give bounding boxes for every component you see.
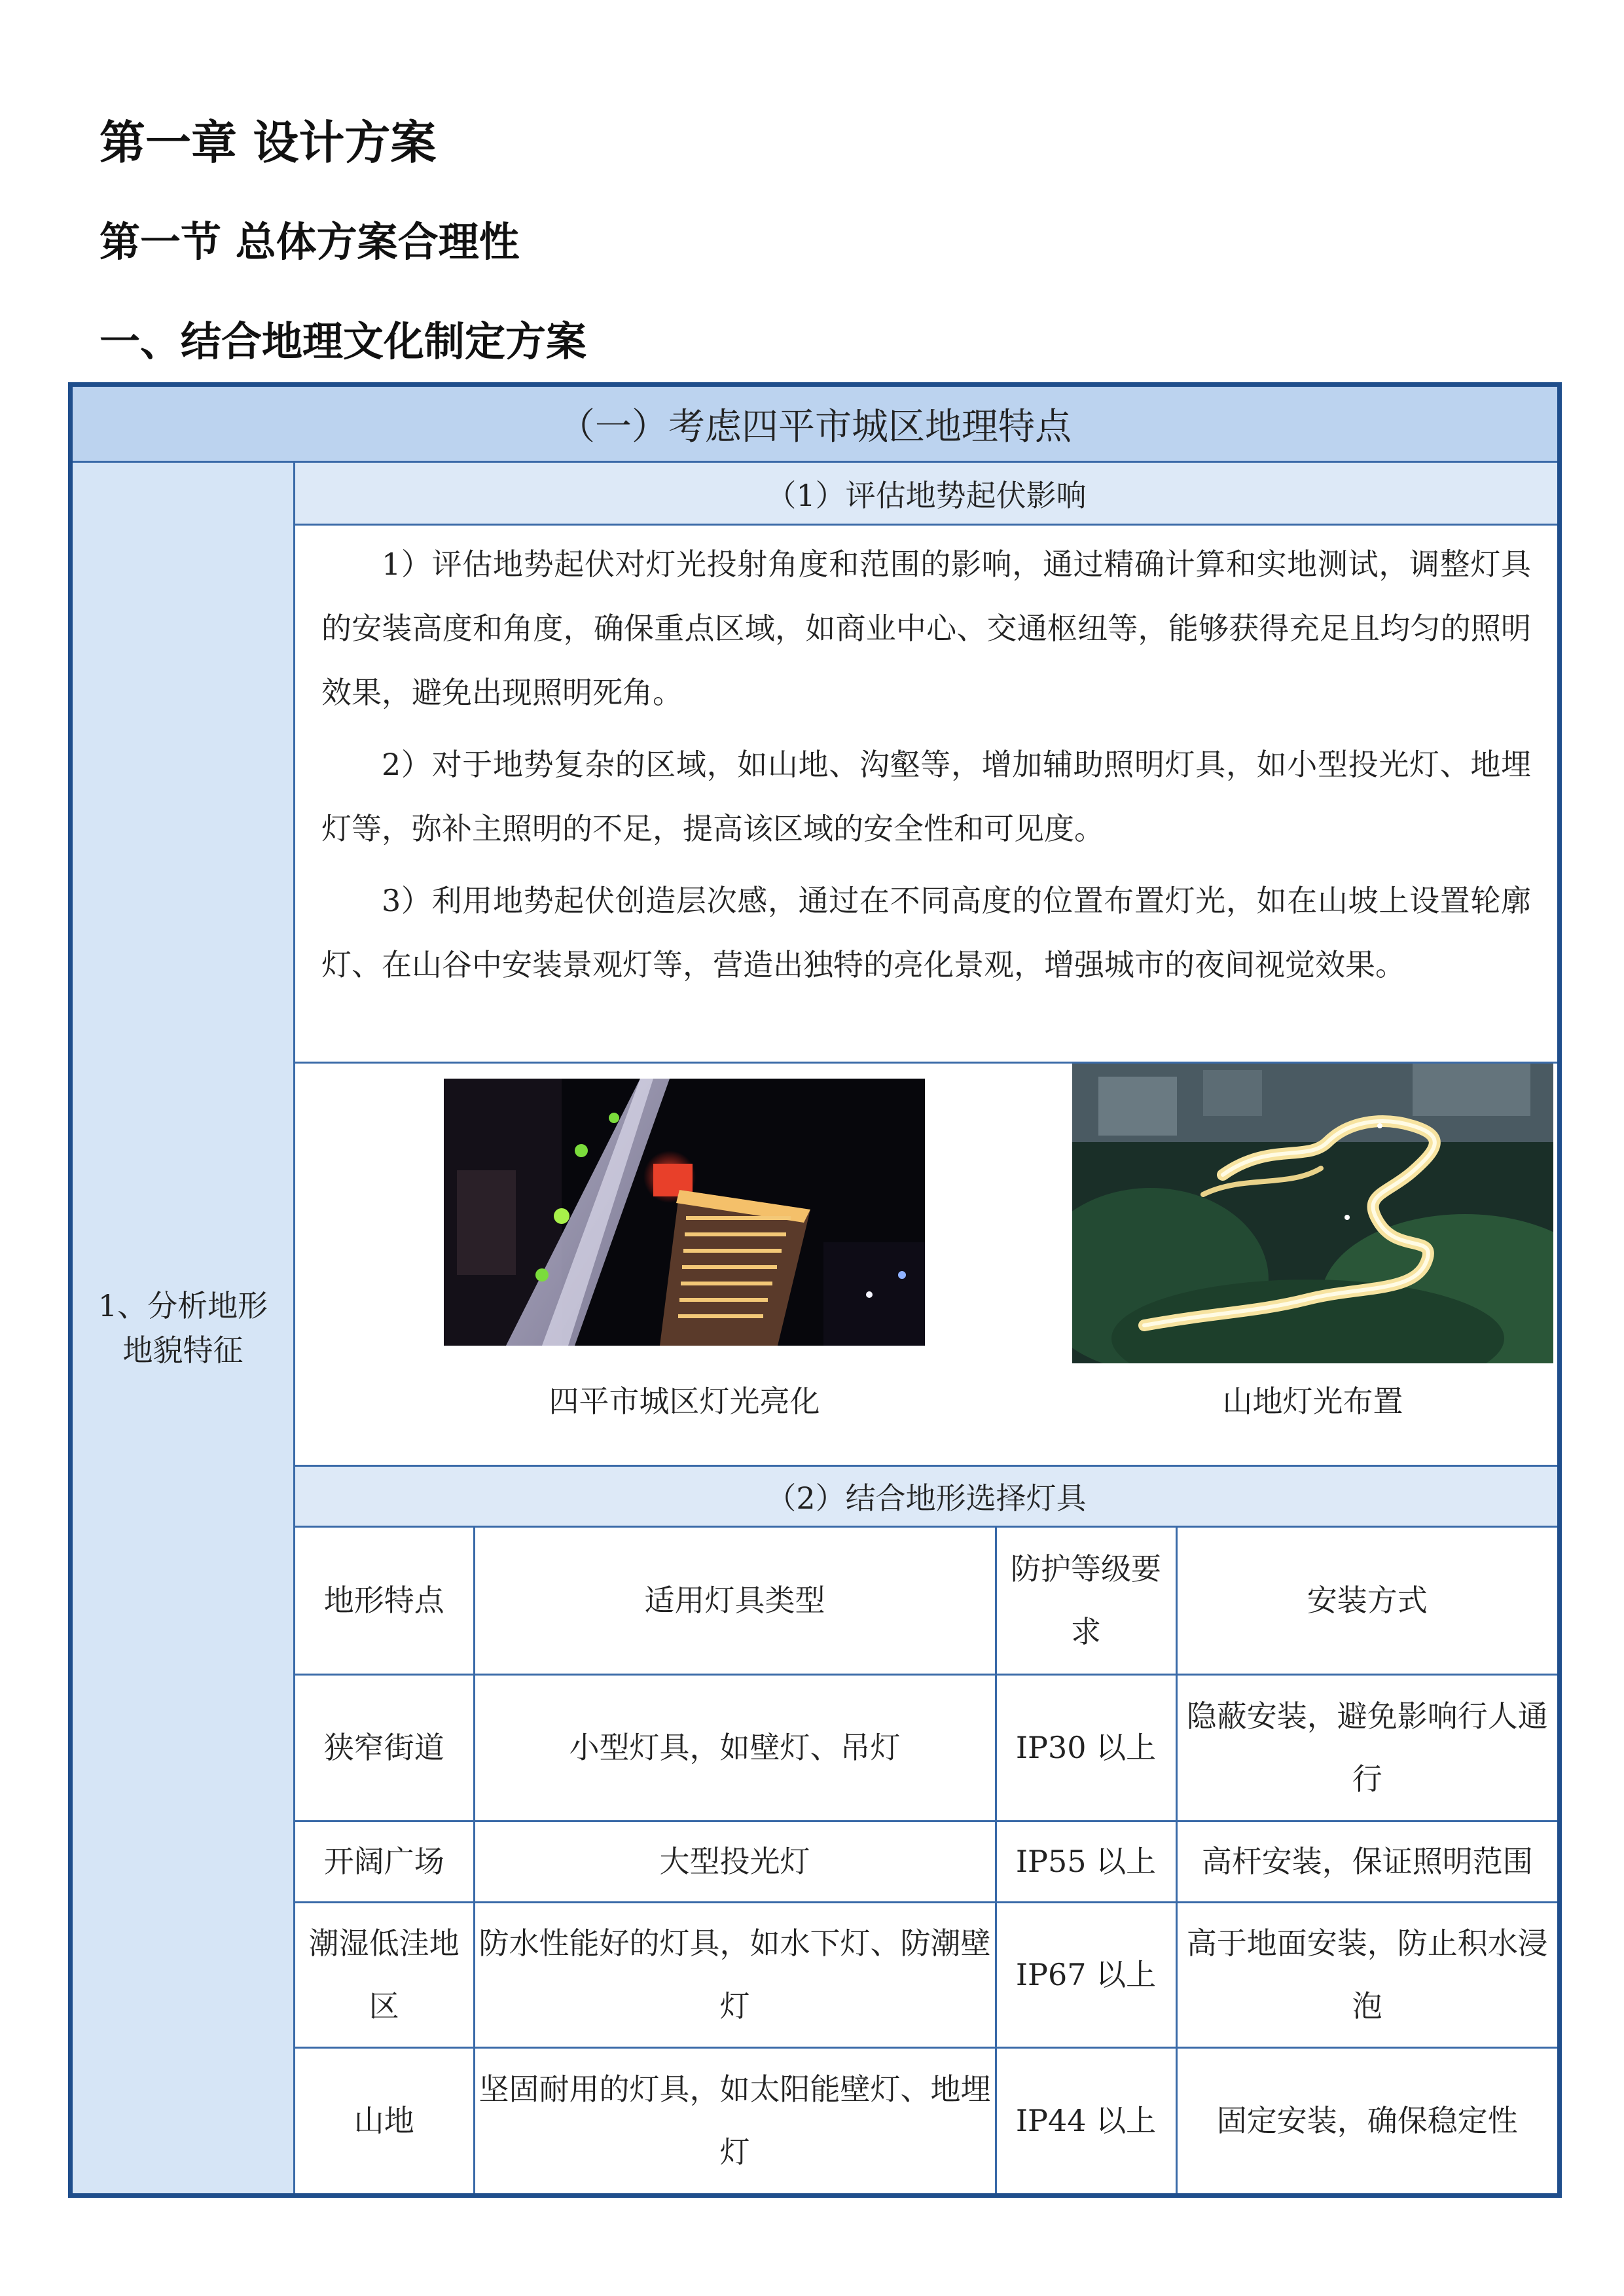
table-cell: 固定安装，确保稳定性 — [1176, 2047, 1557, 2193]
table-row — [295, 1902, 1557, 2047]
city-night-illustration — [444, 1079, 925, 1346]
table-cell: 山地 — [295, 2047, 474, 2193]
table-title: （一）考虑四平市城区地理特点 — [73, 387, 1557, 463]
content-table-frame — [68, 382, 1562, 2198]
image-area — [295, 1064, 1557, 1465]
paragraph-2: 2）对于地势复杂的区域，如山地、沟壑等，增加辅助照明灯具，如小型投光灯、地埋灯等，弥补主照明的不足，提高该区域的安全性和可见度。 — [321, 747, 1531, 846]
paragraph-3: 3）利用地势起伏创造层次感，通过在不同高度的位置布置灯光，如在山坡上设置轮廓灯、在山谷中安装景观灯等，营造出独特的亮化景观，增强城市的夜间视觉效果。 — [321, 883, 1531, 982]
subsection-title: 一、结合地理文化制定方案 — [99, 317, 587, 365]
column-header: 防护等级要求 — [996, 1528, 1176, 1674]
mountain-photo-caption: 山地灯光布置 — [1222, 1384, 1403, 1419]
table-row — [295, 1821, 1557, 1902]
paragraph-1: 1）评估地势起伏对灯光投射角度和范围的影响，通过精确计算和实地测试，调整灯具的安装高度和角度，确保重点区域，如商业中心、交通枢纽等，能够获得充足且均匀的照明效果，避免出现照明死角。 — [321, 547, 1531, 710]
part1-header: （1）评估地势起伏影响 — [295, 463, 1557, 526]
table-cell: IP30 以上 — [996, 1674, 1176, 1821]
table-header-row — [295, 1528, 1557, 1674]
table-cell: IP67 以上 — [996, 1902, 1176, 2047]
table-cell: 大型投光灯 — [474, 1821, 996, 1902]
table-cell: 高于地面安装，防止积水浸泡 — [1176, 1902, 1557, 2047]
table-cell: IP44 以上 — [996, 2047, 1176, 2193]
table-row — [295, 2047, 1557, 2193]
part2-header: （2）结合地形选择灯具 — [295, 1465, 1557, 1528]
column-header: 安装方式 — [1176, 1528, 1557, 1674]
city-lighting-photo — [444, 1079, 925, 1346]
section-title: 第一节 总体方案合理性 — [99, 218, 520, 266]
city-photo-caption: 四平市城区灯光亮化 — [549, 1384, 820, 1419]
table-cell: 开阔广场 — [295, 1821, 474, 1902]
table-cell: 高杆安装，保证照明范围 — [1176, 1821, 1557, 1902]
mountain-lighting-photo — [1072, 1064, 1553, 1363]
table-cell: 坚固耐用的灯具，如太阳能壁灯、地埋灯 — [474, 2047, 996, 2193]
table-cell: 潮湿低洼地区 — [295, 1902, 474, 2047]
column-header: 地形特点 — [295, 1528, 474, 1674]
column-header: 适用灯具类型 — [474, 1528, 996, 1674]
part1-text — [295, 526, 1557, 1064]
fixture-selection-table — [295, 1528, 1557, 2193]
table-cell: 隐蔽安装，避免影响行人通行 — [1176, 1674, 1557, 1821]
table-cell: 狭窄街道 — [295, 1674, 474, 1821]
table-cell: 小型灯具，如壁灯、吊灯 — [474, 1674, 996, 1821]
table-cell: 防水性能好的灯具，如水下灯、防潮壁灯 — [474, 1902, 996, 2047]
left-category-label: 1、分析地形地貌特征 — [73, 463, 295, 2193]
mountain-night-illustration — [1072, 1064, 1553, 1363]
table-row — [295, 1674, 1557, 1821]
chapter-title: 第一章 设计方案 — [99, 116, 437, 170]
table-cell: IP55 以上 — [996, 1821, 1176, 1902]
